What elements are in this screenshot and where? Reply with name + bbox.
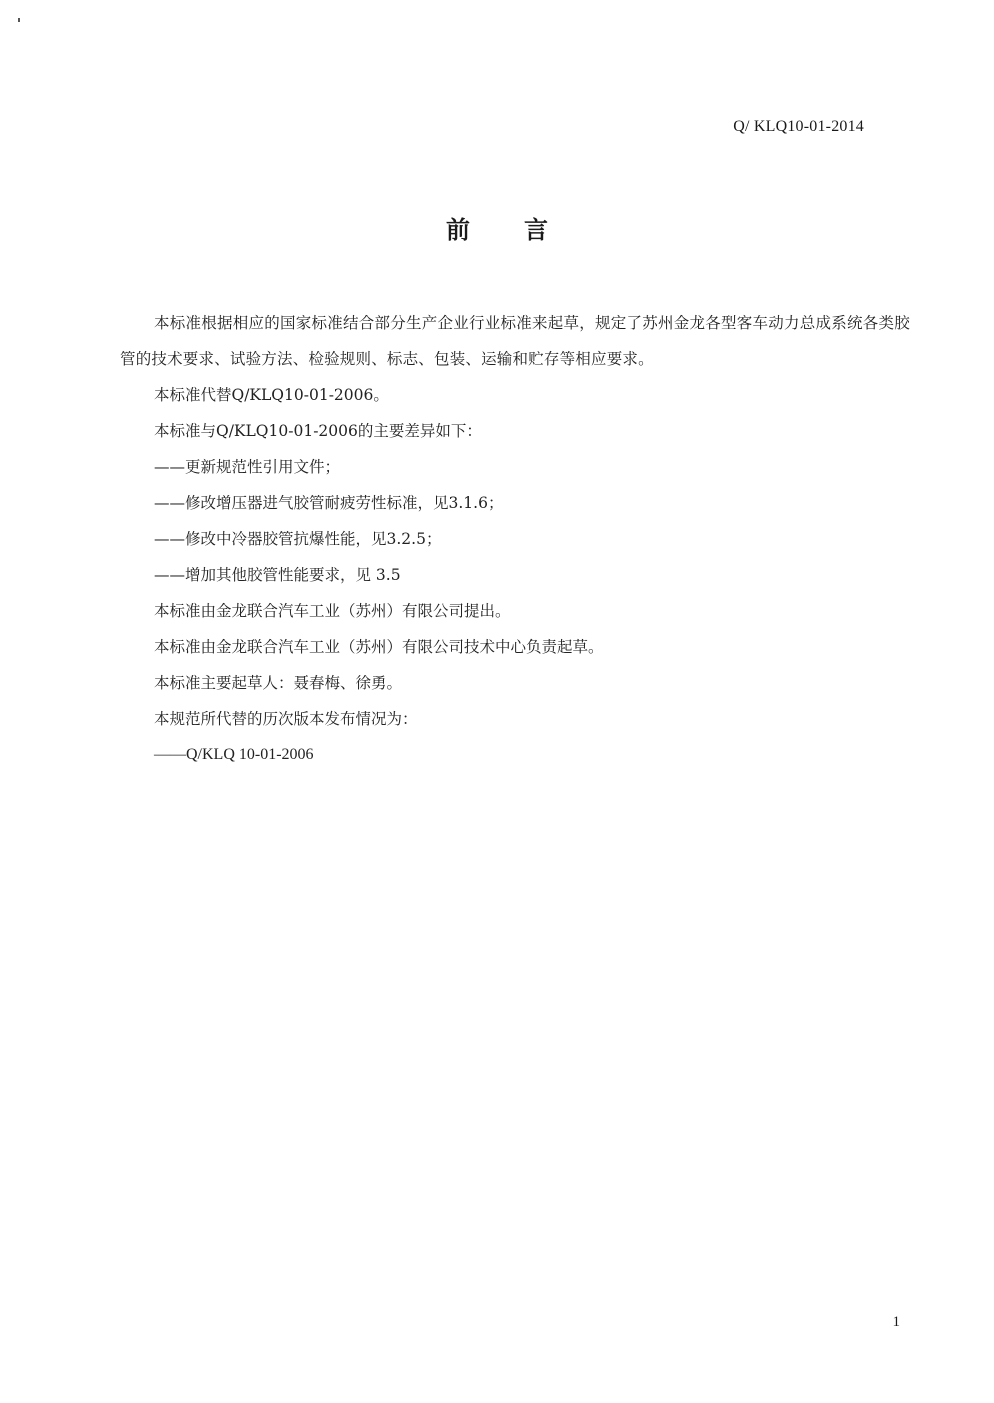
change-item: ——修改中冷器胶管抗爆性能，见3.2.5； <box>154 530 442 548</box>
change-item: ——更新规范性引用文件； <box>154 458 341 476</box>
paragraph-history: 本规范所代替的历次版本发布情况为： <box>154 710 418 728</box>
page-number: 1 <box>892 1314 900 1330</box>
title-char-1: 前 <box>446 216 470 244</box>
paragraph-replaces: 本标准代替Q/KLQ10-01-2006。 <box>154 386 389 404</box>
paragraph-scope: 本标准根据相应的国家标准结合部分生产企业行业标准来起草，规定了苏州金龙各型客车动力总成系统各类胶管的技术要求、试验方法、检验规则、标志、包装、运输和贮存等相应要求。 <box>120 314 910 368</box>
paragraph-differences: 本标准与Q/KLQ10-01-2006的主要差异如下： <box>154 422 482 440</box>
history-item: ——Q/KLQ 10-01-2006 <box>154 746 314 763</box>
change-item: ——修改增压器进气胶管耐疲劳性标准，见3.1.6； <box>154 494 504 512</box>
paragraph-drafters: 本标准主要起草人：聂春梅、徐勇。 <box>154 674 403 692</box>
change-item: ——增加其他胶管性能要求，见 3.5 <box>154 566 401 584</box>
paragraph-drafting-unit: 本标准由金龙联合汽车工业（苏州）有限公司技术中心负责起草。 <box>154 638 604 656</box>
paragraph-proposer: 本标准由金龙联合汽车工业（苏州）有限公司提出。 <box>154 602 511 620</box>
title-char-2: 言 <box>524 216 548 244</box>
foreword-body <box>120 305 910 773</box>
document-code: Q/ KLQ10-01-2014 <box>733 118 864 135</box>
page-title <box>0 210 994 245</box>
stray-mark <box>18 18 20 22</box>
